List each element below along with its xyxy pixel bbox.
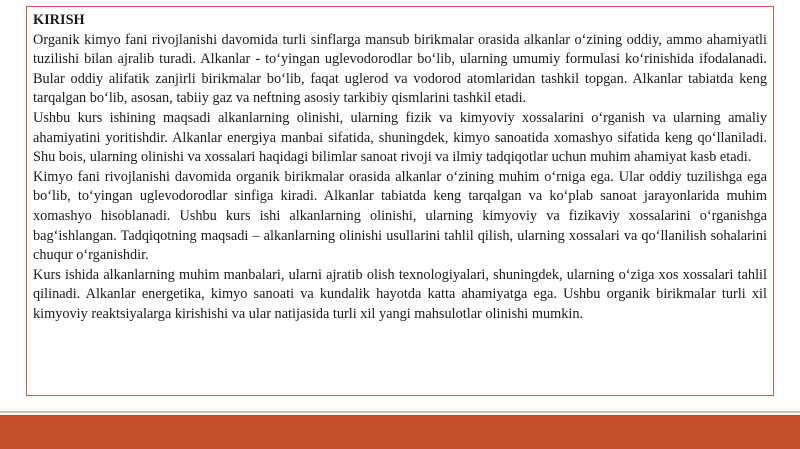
text-box (26, 6, 774, 396)
footer-divider (0, 411, 800, 413)
paragraph-2: Ushbu kurs ishining maqsadi alkanlarning olinishi, ularning fizik va kimyoviy xossalarini o‘rganish va ularning amaliy ahamiyatini yoritishdir. Alkanlar energiya manbai sifatida, shuningdek, kimyo sanoatida xomashyo sifatida keng qo‘llaniladi. Shu bois, ularning olinishi va xossalari haqidagi bilimlar sanoat rivoji va ilmiy tadqiqotlar uchun muhim ahamiyat kasb etadi. (33, 109, 767, 166)
paragraph-3: Kimyo fani rivojlanishi davomida organik birikmalar orasida alkanlar o‘zining muhim o‘rniga ega. Ular oddiy tuzilishga ega bo‘lib, to‘yingan uglevodorodlar sinfiga kiradi. Alkanlar tabiatda keng tarqalgan va ko‘plab sanoat jarayonlarida muhim xomashyo hisoblanadi. Ushbu kurs ishi alkanlarning olinishi, ularning kimyoviy va fizikaviy xossalarini o‘rganishga bag‘ishlangan. Tadqiqotning maqsadi – alkanlarning olinishi usullarini tahlil qilish, ularning xossalari va qo‘llanilish sohalarini chuqur o‘rganishdir. (33, 168, 767, 264)
footer-bar (0, 415, 800, 449)
heading: KIRISH (33, 12, 85, 28)
paragraph-4: Kurs ishida alkanlarning muhim manbalari, ularni ajratib olish texnologiyalari, shuningdek, ularning o‘ziga xos xossalari tahlil qilinadi. Alkanlar energetika, kimyo sanoati va kundalik hayotda katta ahamiyatga ega. Ushbu organik birikmalar turli xil kimyoviy reaktsiyalarga kirishishi va ular natijasida turli xil yangi mahsulotlar olinishi mumkin. (33, 266, 767, 322)
paragraph-1: Organik kimyo fani rivojlanishi davomida turli sinflarga mansub birikmalar orasida alkanlar o‘zining oddiy, ammo ahamiyatli tuzilishi bilan ajralib turadi. Alkanlar - to‘yingan uglevodorodlar bo‘lib, ularning umumiy formulasi ko‘rinishida ifodalanadi. Bular oddiy alifatik zanjirli birikmalar bo‘lib, faqat uglerod va vodorod atomlaridan tashkil topgan. Alkanlar tabiatda keng tarqalgan bo‘lib, asosan, tabiiy gaz va neftning asosiy tarkibiy qismlarini tashkil etadi. (33, 31, 767, 107)
